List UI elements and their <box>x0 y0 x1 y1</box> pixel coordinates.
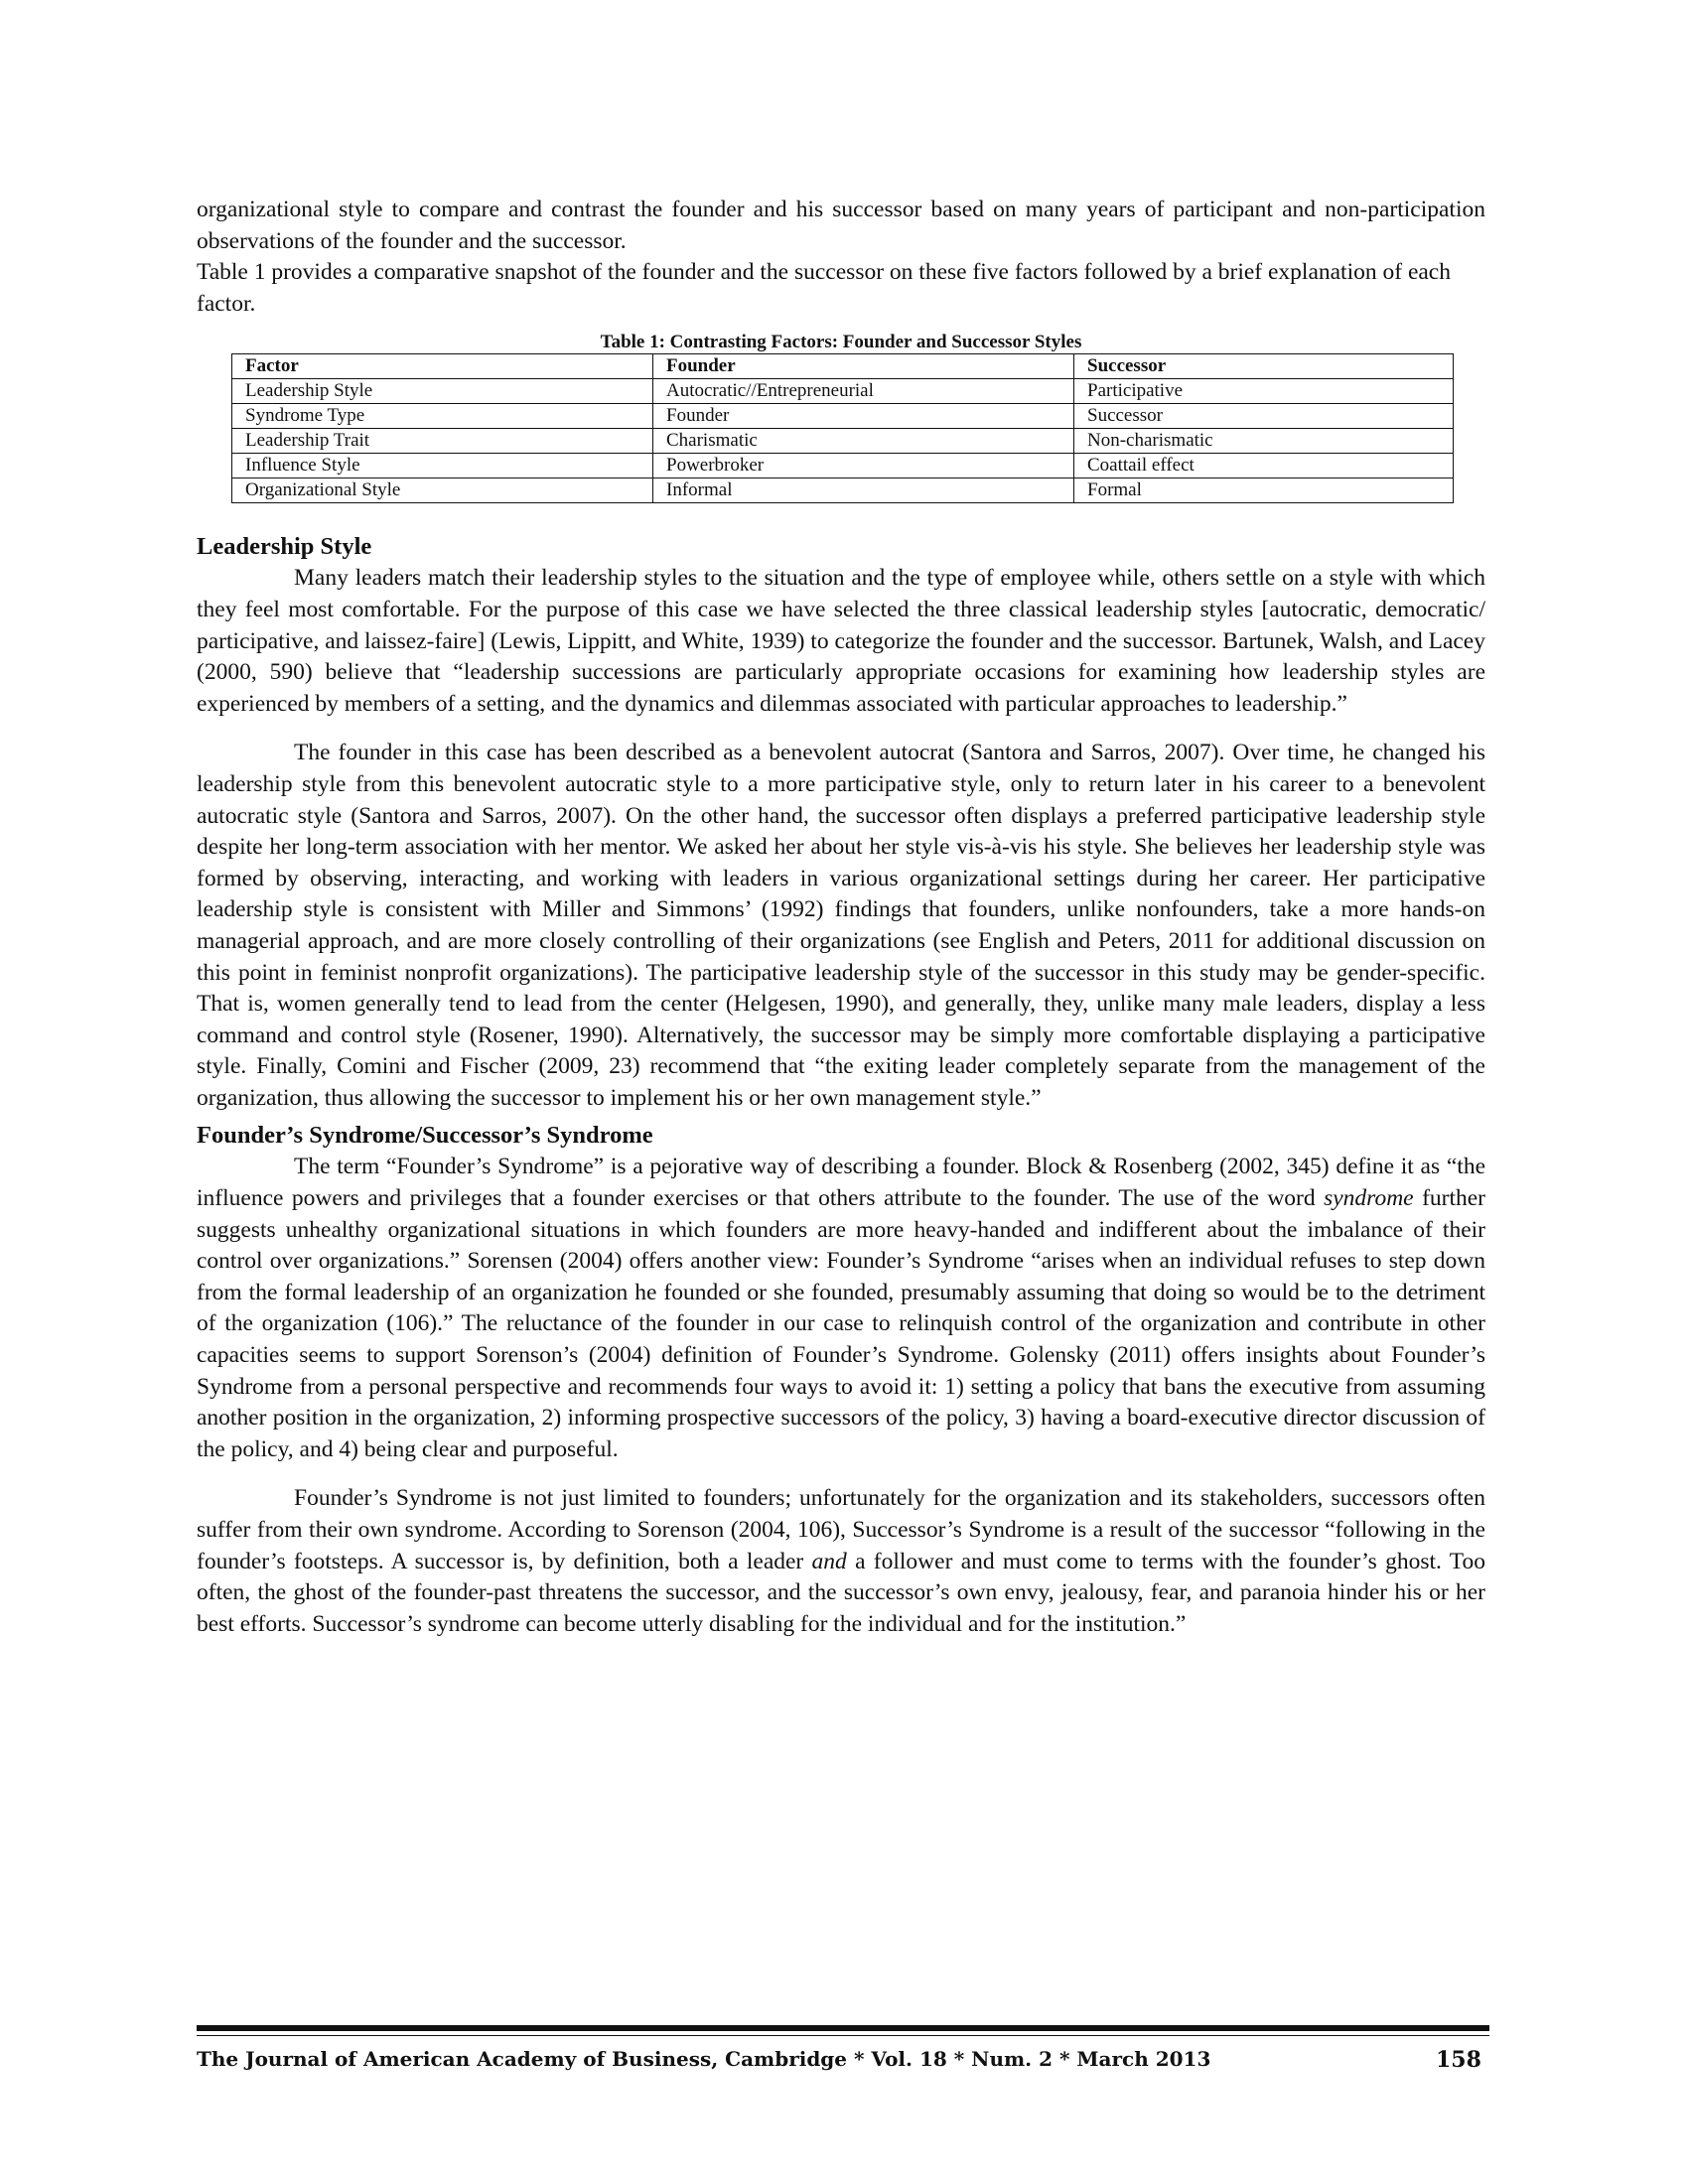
table-intro-paragraph: Table 1 provides a comparative snapshot of the founder and the successor on these five factors followed by a brief explanation of each factor. <box>197 259 1451 317</box>
table-cell: Formal <box>1074 478 1454 503</box>
page-body <box>197 195 1485 1640</box>
table-header-cell: Factor <box>232 354 653 379</box>
footer-rule-thin <box>197 2035 1489 2036</box>
table-header-row <box>232 354 1454 379</box>
table-row <box>232 454 1454 478</box>
syndrome-paragraph-2 <box>197 1483 1485 1640</box>
syndrome-p1-text-b: further suggests unhealthy organizational situations in which founders are more heavy-handed and indifferent about the imbalance of their control over organizations.” Sorensen (2004) offers another view: Founder’s Syndrome “arises when an individual refuses to step down from the formal leadership of an organization he founded or she founded, presumably assuming that doing so would be to the detriment of the organization (106).” The reluctance of the founder in our case to relinquish control of the organization and contribute in other capacities seems to support Sorenson’s (2004) definition of Founder’s Syndrome. Golensky (2011) offers insights about Founder’s Syndrome from a personal perspective and recommends four ways to avoid it: 1) setting a policy that bans the executive from assuming another position in the organization, 2) informing prospective successors of the policy, 3) having a board-executive director discussion of the policy, and 4) being clear and purposeful. <box>197 1185 1486 1462</box>
table-cell: Participative <box>1074 379 1454 404</box>
table-header-cell: Founder <box>653 354 1074 379</box>
table-cell: Charismatic <box>653 429 1074 454</box>
table-cell: Coattail effect <box>1074 454 1454 478</box>
table-cell: Leadership Trait <box>232 429 653 454</box>
section-heading-leadership-style: Leadership Style <box>197 533 372 561</box>
table-cell: Syndrome Type <box>232 404 653 429</box>
syndrome-p2-text-a: Founder’s Syndrome is not just limited to founders; unfortunately for the organization and its stakeholders, successors often suffer from their own syndrome. According to Sorenson (2004, 106), Successor’s Syndrome is a result of the successor “following in the founder’s footsteps. A successor is, by definition, both a leader <box>197 1485 1485 1574</box>
table-cell: Successor <box>1074 404 1454 429</box>
table-cell: Leadership Style <box>232 379 653 404</box>
contrasting-factors-table <box>231 353 1454 503</box>
table-row <box>232 379 1454 404</box>
leadership-paragraph-2: The founder in this case has been described as a benevolent autocrat (Santora and Sarros, 2007). Over time, he changed his leadership style from this benevolent autocratic style to a more participative style, only to return later in his career to a benevolent autocratic style (Santora and Sarros, 2007). On the other hand, the successor often displays a preferred participative leadership style despite her long-term association with her mentor. We asked her about her style vis-à-vis his style. She believes her leadership style was formed by observing, interacting, and working with leaders in various organizational settings during her career. Her participative leadership style is consistent with Miller and Simmons’ (1992) findings that founders, unlike nonfounders, take a more hands-on managerial approach, and are more closely controlling of their organizations (see English and Peters, 2011 for additional discussion on this point in feminist nonprofit organizations). The participative leadership style of the successor in this study may be gender-specific. That is, women generally tend to lead from the center (Helgesen, 1990), and generally, they, unlike many male leaders, display a less command and control style (Rosener, 1990). Alternatively, the successor may be simply more comfortable displaying a participative style. Finally, Comini and Fischer (2009, 23) recommend that “the exiting leader completely separate from the management of the organization, thus allowing the successor to implement his or her own management style.” <box>197 740 1485 1111</box>
footer-journal-citation: The Journal of American Academy of Business, Cambridge * Vol. 18 * Num. 2 * March 2013 <box>197 2047 1211 2071</box>
leadership-paragraph-1: Many leaders match their leadership styles to the situation and the type of employee while, others settle on a style with which they feel most comfortable. For the purpose of this case we have selected the three classical leadership styles [autocratic, democratic/ participative, and laissez-faire] (Lewis, Lippitt, and White, 1939) to categorize the founder and the successor. Bartunek, Walsh, and Lacey (2000, 590) believe that “leadership successions are particularly appropriate occasions for examining how leadership styles are experienced by members of a setting, and the dynamics and dilemmas associated with particular approaches to leadership.” <box>197 565 1485 717</box>
syndrome-p2-emphasis: and <box>811 1548 847 1574</box>
syndrome-paragraph-1 <box>197 1152 1485 1465</box>
table-row <box>232 429 1454 454</box>
table-cell: Autocratic//Entrepreneurial <box>653 379 1074 404</box>
section-heading-syndrome: Founder’s Syndrome/Successor’s Syndrome <box>197 1122 653 1150</box>
table-caption: Table 1: Contrasting Factors: Founder and Successor Styles <box>600 332 1082 353</box>
page-number: 158 <box>1436 2047 1481 2073</box>
footer-rule-thick <box>197 2025 1489 2031</box>
table-row <box>232 404 1454 429</box>
table-cell: Powerbroker <box>653 454 1074 478</box>
syndrome-p1-emphasis: syndrome <box>1324 1185 1414 1212</box>
table-cell: Founder <box>653 404 1074 429</box>
table-cell: Non-charismatic <box>1074 429 1454 454</box>
intro-paragraph: organizational style to compare and contrast the founder and his successor based on many years of participant and non-participation observations of the founder and the successor. <box>197 197 1485 254</box>
table-header-cell: Successor <box>1074 354 1454 379</box>
syndrome-p2-text-b: a follower and must come to terms with the founder’s ghost. Too often, the ghost of the founder-past threatens the successor, and the successor’s own envy, jealousy, fear, and paranoia hinder his or her best efforts. Successor’s syndrome can become utterly disabling for the individual and for the institution.” <box>197 1548 1485 1637</box>
table-cell: Organizational Style <box>232 478 653 503</box>
table-cell: Influence Style <box>232 454 653 478</box>
syndrome-p1-text-a: The term “Founder’s Syndrome” is a pejorative way of describing a founder. Block & Rosenberg (2002, 345) define it as “the influence powers and privileges that a founder exercises or that others attribute to the founder. The use of the word <box>197 1154 1485 1212</box>
table-cell: Informal <box>653 478 1074 503</box>
table-row <box>232 478 1454 503</box>
